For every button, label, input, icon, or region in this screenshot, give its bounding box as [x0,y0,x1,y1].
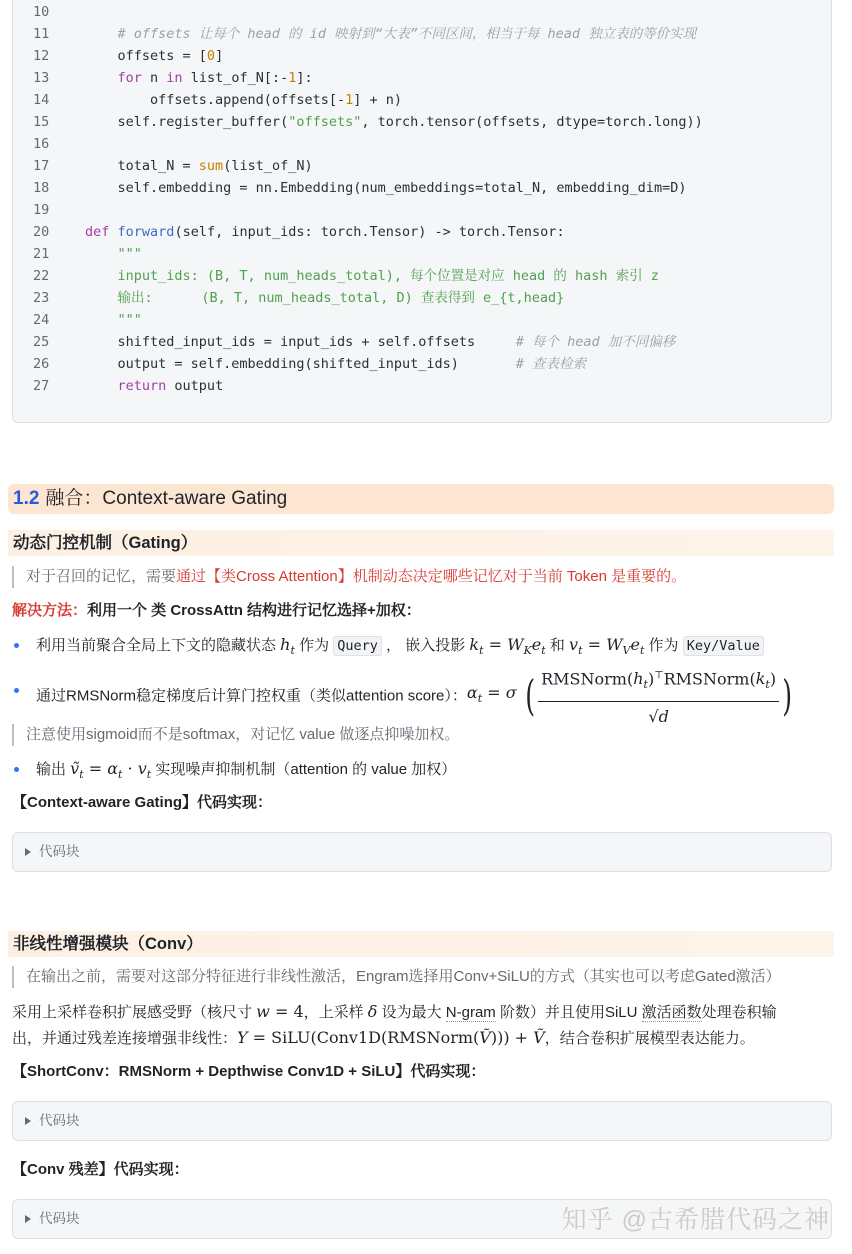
text: ， 嵌入投影 [381,637,470,654]
math-vt-tilde: ṽ$_t$ = $\alpha_t \cdot v_t$ [70,759,152,782]
paren-left: ( [525,671,535,721]
text: ，上采样 [303,1004,368,1021]
text: 阶数）并且使用SiLU [495,1004,642,1021]
conv-heading-text: 非线性增强模块（Conv） [13,935,203,953]
line-number: 23 [33,290,50,306]
expand-triangle-icon[interactable] [25,1215,31,1223]
line-number: 20 [33,224,50,240]
line-number: 15 [33,114,50,130]
conv-paragraph-line2 [12,1025,755,1052]
code-text: input_ids: (B, T, num_heads_total), 每个位置是对应 head 的 hash 索引 z [117,268,659,284]
line-number: 14 [33,92,50,108]
text: 作为 [644,637,683,654]
inline-code-key-value: Key/Value [683,636,764,656]
code-text: offsets.append(offsets[-1] + n) [85,92,403,108]
code-text: 输出: (B, T, num_heads_total, D) 查表得到 e_{t,head} [117,290,565,306]
residual-code-label: 【Conv 残差】代码实现： [12,1161,189,1178]
text: 处理卷积输 [701,1004,777,1021]
code-line [13,287,831,309]
code-line [13,67,831,89]
text: 作为 [294,637,334,654]
ngram-term: N-gram [445,1004,496,1021]
shortconv-code-label: 【ShortConv：RMSNorm + Depthwise Conv1D + SiLU】代码实现： [12,1063,486,1080]
code-text: # offsets 让每个 head 的 id 映射到“大表”不同区间，相当于每 head 独立表的等价实现 [117,26,697,42]
text: 通过RMSNorm稳定梯度后计算门控权重（类似attention score）： [36,687,467,705]
code-text: def forward(self, input_ids: torch.Tensor) -> torch.Tensor: [85,224,565,240]
code-text: self.register_buffer("offsets", torch.tensor(offsets, dtype=torch.long)) [85,114,703,130]
math-vt: $v_t = W_Ve_t$ [569,635,645,658]
text: 出，并通过残差连接增强非线性： [12,1030,238,1047]
text: 设为最大 [377,1004,446,1021]
code-line [13,1,831,23]
expand-triangle-icon[interactable] [25,848,31,856]
section-heading [8,484,834,514]
line-number: 13 [33,70,50,86]
text: 利用当前聚合全局上下文的隐藏状态 [36,637,281,654]
gating-quote [12,566,686,588]
code-text: """ [117,312,142,328]
collapsed-code-block-shortconv[interactable] [12,1101,832,1141]
paren-right: ) [782,671,793,721]
sigmoid-note: 注意使用sigmoid而不是softmax，对记忆 value 做逐点抑噪加权。 [12,724,459,746]
code-text: shifted_input_ids = input_ids + self.offsets # 每个 head 加不同偏移 [85,334,676,350]
line-number: 16 [33,136,50,152]
code-line [13,221,831,243]
line-number: 12 [33,48,50,64]
code-line [13,45,831,67]
gating-heading: 动态门控机制（Gating） [8,530,834,556]
code-text: total_N = sum(list_of_N) [85,158,313,174]
code-line [13,89,831,111]
text: 输出 [36,761,71,778]
code-text: for n in list_of_N[:-1]: [117,70,313,86]
code-text: output = self.embedding(shifted_input_ids) # 查表检索 [85,356,587,372]
code-line [13,353,831,375]
line-number: 17 [33,158,50,174]
code-line [13,155,831,177]
math-y: Y = SiLU(Conv1D(RMSNorm(Ṽ))) + Ṽ [237,1028,545,1047]
gating-code-label: 【Context-aware Gating】代码实现： [12,794,273,811]
collapsed-label: 代码块 [39,1211,80,1226]
solution-label: 解决方法： [12,602,88,619]
bullet-dot-icon [14,643,19,648]
section-title: 融合：Context-aware Gating [45,488,288,509]
code-text: offsets = [0] [85,48,224,64]
quote-text: 对于召回的记忆，需要 [26,568,177,585]
line-number: 25 [33,334,50,350]
code-text: return output [117,378,224,394]
code-line [13,133,831,155]
line-number: 19 [33,202,50,218]
zhihu-watermark: 知乎 @古希腊代码之神 [561,1206,830,1234]
solution-line [12,598,421,624]
code-line [13,265,831,287]
math-kt: $k_t = W_Ke_t$ [469,635,546,658]
code-line [13,177,831,199]
conv-heading [8,931,834,957]
code-line [13,375,831,397]
text: 和 [545,637,570,654]
activation-term: 激活函数 [641,1004,702,1021]
conv-paragraph-line1 [12,999,777,1026]
solution-text: 利用一个 类 CrossAttn 结构进行记忆选择+加权： [87,602,421,619]
conv-quote: 在输出之前，需要对这部分特征进行非线性激活，Engram选择用Conv+SiLU的方式（其实也可以考虑Gated激活） [12,966,781,988]
math-w: w = 4 [256,1002,304,1021]
inline-code-query: Query [333,636,382,656]
code-block [12,0,832,423]
quote-highlight: 通过【类Cross Attention】机制动态决定哪些记忆对于当前 Token 是重要的。 [176,568,687,585]
code-line [13,23,831,45]
text: ，结合卷积扩展模型表达能力。 [544,1030,755,1047]
line-number: 11 [33,26,50,42]
collapsed-label: 代码块 [39,844,80,859]
math-alpha: $\alpha_t = \sigma$ [466,683,522,706]
text: 实现噪声抑制机制（attention 的 value 加权） [155,761,457,778]
code-line [13,309,831,331]
math-fraction: $\frac{RMSNorm(h_t)^⊤RMSNorm(k_t)}{√d}$ [538,663,779,730]
code-text: """ [117,246,142,262]
code-line [13,331,831,353]
line-number: 26 [33,356,50,372]
line-number: 10 [33,4,50,20]
code-line [13,111,831,133]
bullet-dot-icon [14,688,19,693]
expand-triangle-icon[interactable] [25,1117,31,1125]
line-number: 22 [33,268,50,284]
collapsed-label: 代码块 [39,1113,80,1128]
section-number: 1.2 [13,488,40,509]
line-number: 21 [33,246,50,262]
math-ht: $h_t$ [280,635,295,658]
text: 采用上采样卷积扩展感受野（核尺寸 [12,1004,257,1021]
bullet-dot-icon [14,767,19,772]
code-line [13,199,831,221]
code-text: self.embedding = nn.Embedding(num_embeddings=total_N, embedding_dim=D) [85,180,687,196]
math-delta: δ [367,1002,378,1021]
line-number: 24 [33,312,50,328]
collapsed-code-block-gating[interactable] [12,832,832,872]
line-number: 18 [33,180,50,196]
line-number: 27 [33,378,50,394]
code-line [13,243,831,265]
